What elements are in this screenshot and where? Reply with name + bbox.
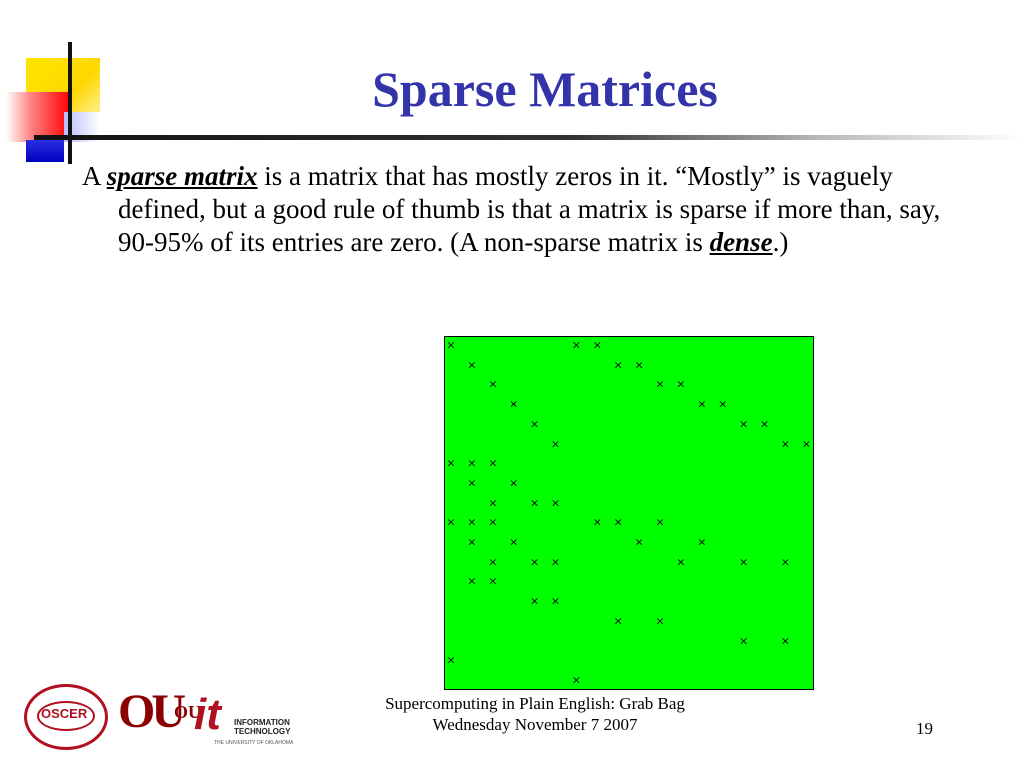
matrix-nonzero-marker: ×: [467, 358, 477, 372]
matrix-nonzero-marker: ×: [592, 515, 602, 529]
matrix-nonzero-marker: ×: [509, 535, 519, 549]
matrix-nonzero-marker: ×: [529, 555, 540, 569]
matrix-nonzero-marker: ×: [571, 338, 581, 352]
footer-date: Wednesday November 7 2007: [432, 715, 638, 734]
matrix-nonzero-marker: ×: [488, 574, 498, 588]
matrix-nonzero-marker: ×: [571, 673, 581, 687]
matrix-nonzero-marker: ×: [613, 614, 623, 628]
sparse-matrix-figure: [444, 336, 814, 690]
oscer-seal-logo: [24, 684, 108, 750]
matrix-nonzero-marker: ×: [801, 437, 811, 450]
matrix-nonzero-marker: ×: [613, 515, 623, 529]
matrix-nonzero-marker: ×: [550, 496, 561, 510]
matrix-nonzero-marker: ×: [529, 496, 540, 510]
matrix-nonzero-marker: ×: [759, 417, 770, 431]
matrix-nonzero-marker: ×: [488, 377, 498, 391]
matrix-nonzero-marker: ×: [655, 377, 665, 391]
matrix-nonzero-marker: ×: [780, 555, 790, 569]
matrix-nonzero-marker: ×: [655, 614, 665, 628]
oscer-logo-text: OSCER: [41, 706, 88, 721]
matrix-nonzero-marker: ×: [676, 377, 686, 391]
matrix-nonzero-marker: ×: [738, 634, 749, 647]
vertical-rule: [68, 42, 72, 164]
term-dense: dense: [709, 227, 773, 257]
matrix-nonzero-marker: ×: [488, 515, 498, 529]
title-underline-rule: [34, 135, 1024, 140]
matrix-nonzero-marker: ×: [738, 555, 749, 569]
matrix-nonzero-marker: ×: [488, 496, 498, 510]
matrix-nonzero-marker: ×: [488, 555, 498, 569]
matrix-nonzero-marker: ×: [738, 417, 749, 431]
ou-logo: OU: [118, 685, 182, 738]
matrix-nonzero-marker: ×: [634, 535, 644, 549]
matrix-nonzero-marker: ×: [550, 555, 561, 569]
ou-it-logo-it: it: [194, 690, 221, 739]
matrix-nonzero-marker: ×: [446, 653, 456, 667]
matrix-nonzero-marker: ×: [697, 535, 707, 549]
matrix-nonzero-marker: ×: [509, 476, 519, 490]
matrix-nonzero-marker: ×: [488, 456, 498, 470]
slide-footer: [300, 693, 770, 735]
matrix-nonzero-marker: ×: [550, 437, 561, 450]
matrix-nonzero-marker: ×: [780, 634, 790, 647]
ou-it-logo-line2: TECHNOLOGY: [234, 727, 291, 736]
ou-it-logo-line1: INFORMATION: [234, 718, 290, 727]
matrix-nonzero-marker: ×: [446, 456, 456, 470]
body-paragraph: [82, 160, 948, 259]
ou-it-logo-university: THE UNIVERSITY OF OKLAHOMA: [214, 740, 294, 746]
matrix-nonzero-marker: ×: [676, 555, 686, 569]
matrix-nonzero-marker: ×: [467, 476, 477, 490]
page-number: 19: [916, 719, 933, 738]
body-closing: .): [772, 227, 789, 257]
blue-square-decoration: [26, 140, 64, 162]
matrix-nonzero-marker: ×: [467, 515, 477, 529]
term-sparse-matrix: sparse matrix: [106, 161, 258, 191]
matrix-nonzero-marker: ×: [655, 515, 665, 529]
logo-strip: [18, 680, 318, 750]
matrix-nonzero-marker: ×: [613, 358, 623, 372]
matrix-nonzero-marker: ×: [446, 338, 456, 352]
body-definition: is a matrix that has mostly zeros in it. “Mostly” is vaguely defined, but a good rule of thumb is that a matrix is sparse if more than, say, 90-95% of its entries are zero. (A non-sparse matrix is: [118, 161, 941, 257]
matrix-nonzero-marker: ×: [780, 437, 790, 450]
matrix-nonzero-marker: ×: [550, 594, 561, 608]
footer-course-title: Supercomputing in Plain English: Grab Bag: [385, 694, 685, 713]
matrix-nonzero-marker: ×: [529, 417, 540, 431]
matrix-nonzero-marker: ×: [718, 397, 728, 411]
matrix-nonzero-marker: ×: [467, 456, 477, 470]
body-intro: A: [82, 161, 107, 191]
slide-title: Sparse Matrices: [372, 61, 718, 117]
matrix-nonzero-marker: ×: [446, 515, 456, 529]
matrix-nonzero-marker: ×: [529, 594, 540, 608]
matrix-nonzero-marker: ×: [467, 574, 477, 588]
matrix-nonzero-marker: ×: [697, 397, 707, 411]
matrix-nonzero-marker: ×: [634, 358, 644, 372]
matrix-nonzero-marker: ×: [467, 535, 477, 549]
matrix-nonzero-marker: ×: [592, 338, 602, 352]
matrix-nonzero-marker: ×: [509, 397, 519, 411]
ou-it-logo-ou: OU: [174, 702, 201, 722]
